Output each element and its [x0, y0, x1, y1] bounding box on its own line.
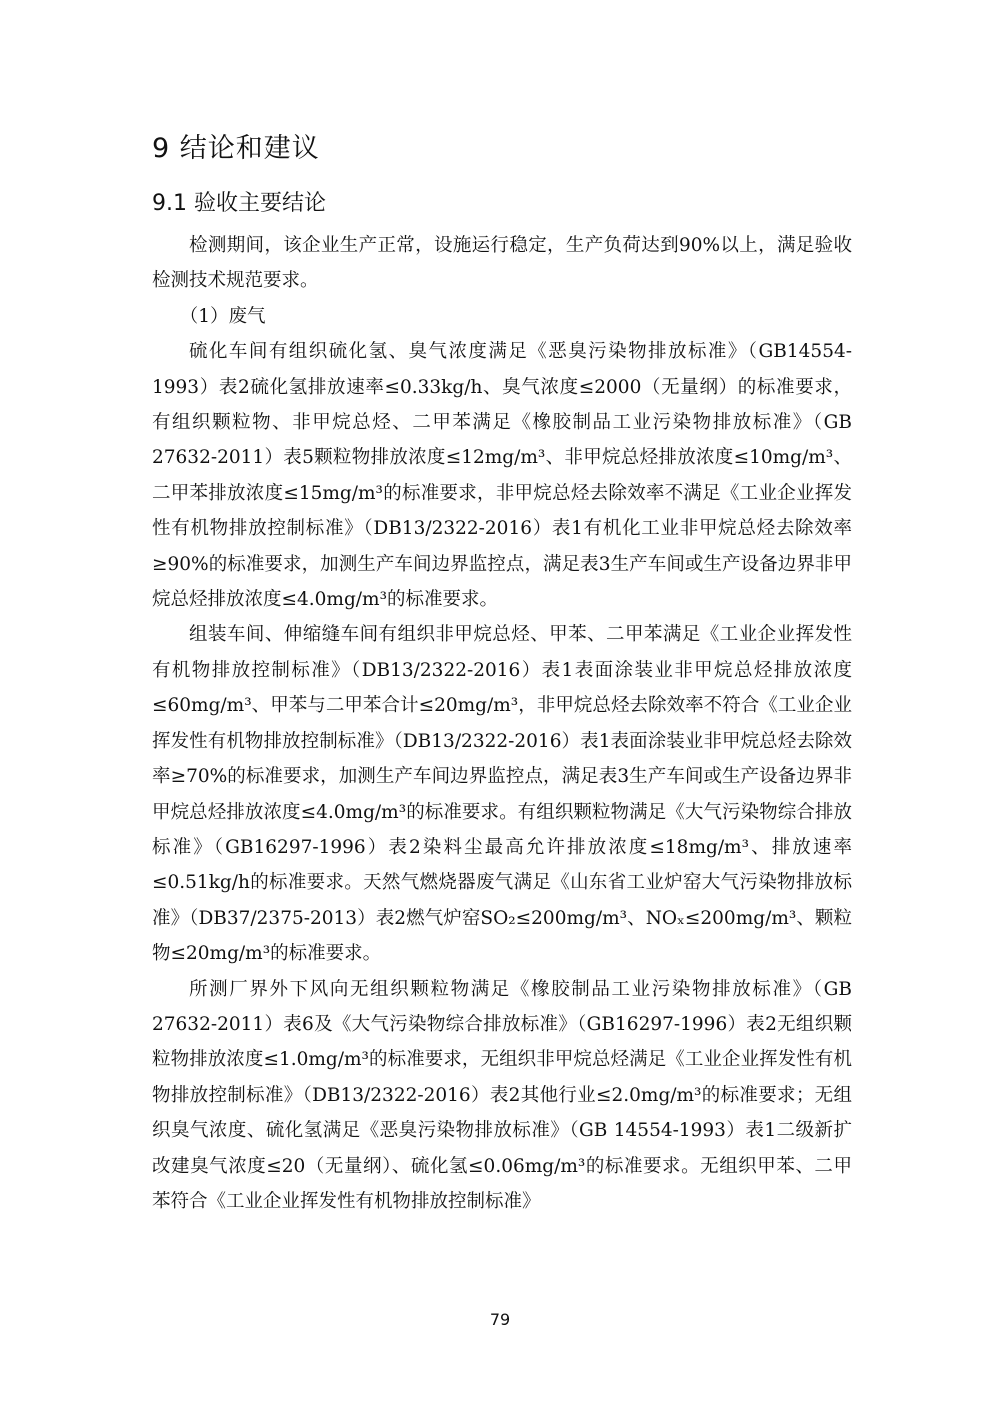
paragraph-intro: 检测期间，该企业生产正常，设施运行稳定，生产负荷达到90%以上，满足验收检测技术规范要求。	[152, 235, 852, 292]
chapter-heading: 9 结论和建议	[152, 133, 320, 164]
paragraph-assembly: 组装车间、伸缩缝车间有组织非甲烷总烃、甲苯、二甲苯满足《工业企业挥发性有机物排放控制标准》（DB13/2322-2016）表1表面涂装业非甲烷总烃排放浓度≤60mg/m³、甲苯与二甲苯合计≤20mg/m³，非甲烷总烃去除效率不符合《工业企业挥发性有机物排放控制标准》（DB13/2322-2016）表1表面涂装业非甲烷总烃去除效率≥70%的标准要求，加测生产车间边界监控点，满足表3生产车间或生产设备边界非甲烷总烃排放浓度≤4.0mg/m³的标准要求。有组织颗粒物满足《大气污染物综合排放标准》（GB16297-1996）表2染料尘最高允许排放浓度≤18mg/m³、排放速率≤0.51kg/h的标准要求。天然气燃烧器废气满足《山东省工业炉窑大气污染物排放标准》（DB37/2375-2013）表2燃气炉窑SO₂≤200mg/m³、NOₓ≤200mg/m³、颗粒物≤20mg/m³的标准要求。	[152, 624, 852, 965]
section-heading: 9.1 验收主要结论	[152, 191, 326, 216]
page-number: 79	[489, 1310, 511, 1329]
paragraph-fugitive: 所测厂界外下风向无组织颗粒物满足《橡胶制品工业污染物排放标准》（GB 27632-2011）表6及《大气污染物综合排放标准》（GB16297-1996）表2无组织颗粒物排放浓度≤1.0mg/m³的标准要求，无组织非甲烷总烃满足《工业企业挥发性有机物排放控制标准》（DB13/2322-2016）表2其他行业≤2.0mg/m³的标准要求；无组织臭气浓度、硫化氢满足《恶臭污染物排放标准》（GB 14554-1993）表1二级新扩改建臭气浓度≤20（无量纲）、硫化氢≤0.06mg/m³的标准要求。无组织甲苯、二甲苯符合《工业企业挥发性有机物排放控制标准》	[152, 978, 852, 1212]
paragraph-subtitle-exhaust: （1）废气	[179, 305, 266, 327]
body-text	[152, 228, 852, 1219]
paragraph-vulcanization: 硫化车间有组织硫化氢、臭气浓度满足《恶臭污染物排放标准》（GB14554-1993）表2硫化氢排放速率≤0.33kg/h、臭气浓度≤2000（无量纲）的标准要求，有组织颗粒物、非甲烷总烃、二甲苯满足《橡胶制品工业污染物排放标准》（GB 27632-2011）表5颗粒物排放浓度≤12mg/m³、非甲烷总烃排放浓度≤10mg/m³、二甲苯排放浓度≤15mg/m³的标准要求，非甲烷总烃去除效率不满足《工业企业挥发性有机物排放控制标准》（DB13/2322-2016）表1有机化工业非甲烷总烃去除效率≥90%的标准要求，加测生产车间边界监控点，满足表3生产车间或生产设备边界非甲烷总烃排放浓度≤4.0mg/m³的标准要求。	[152, 341, 852, 611]
